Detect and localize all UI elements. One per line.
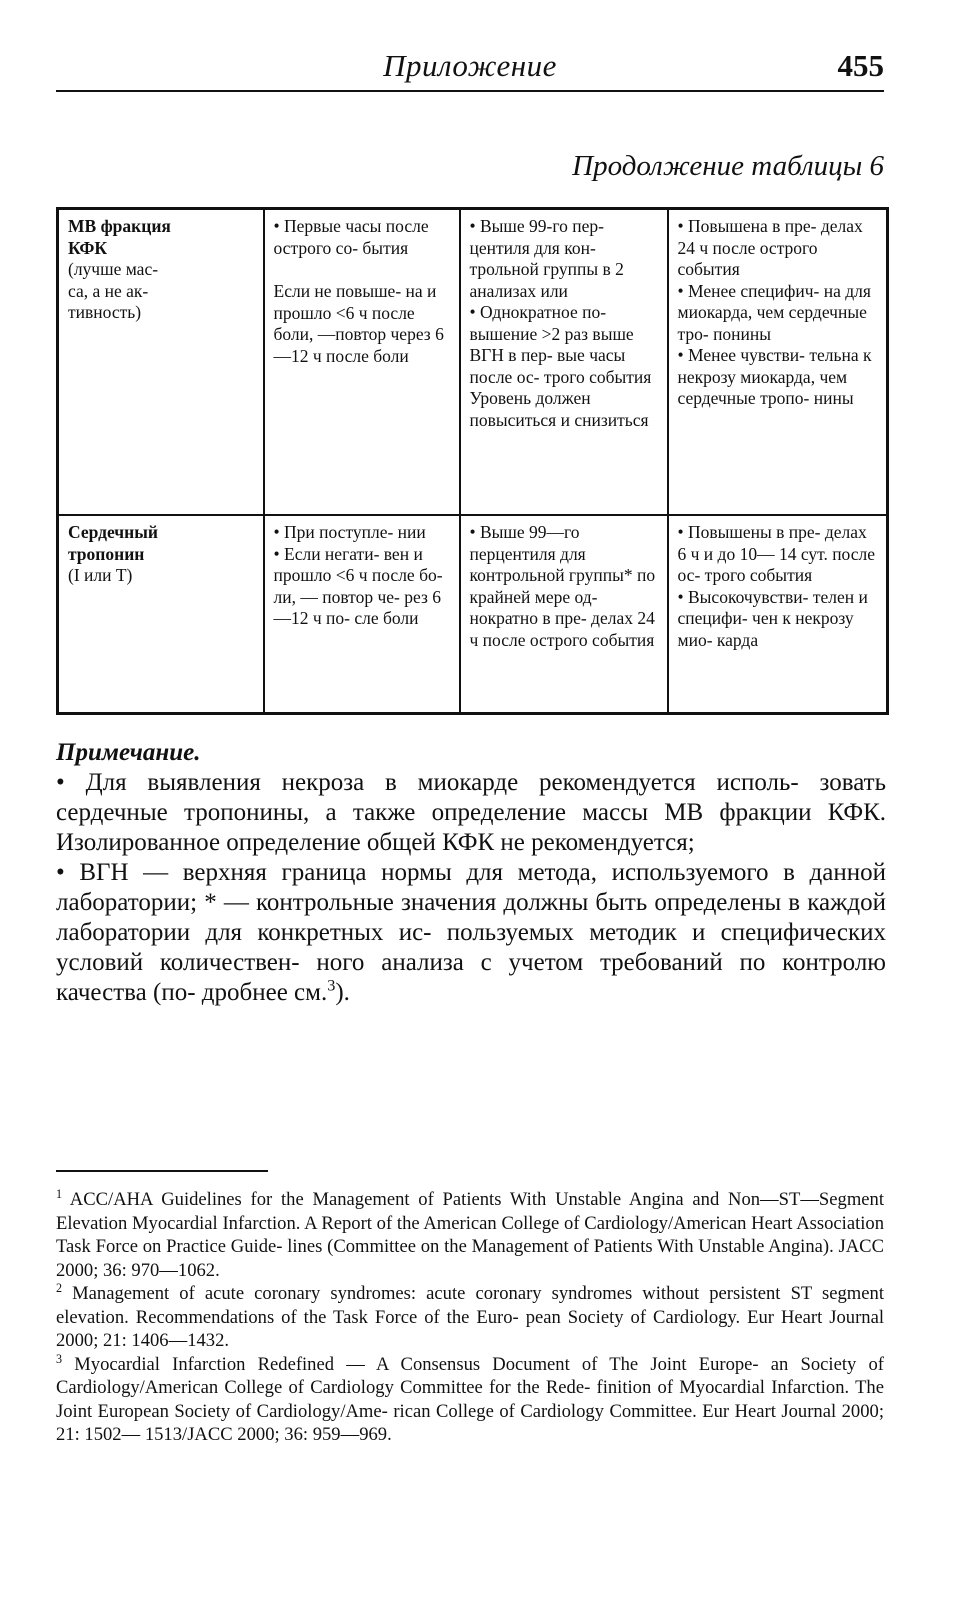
cell-item: • Выше 99-го пер- центиля для кон- трольной группы в 2 анализах или — [469, 216, 624, 301]
cell-sampling-time — [264, 515, 460, 714]
footnote-text: ACC/AHA Guidelines for the Management of Patients With Unstable Angina and Non—ST—Segment Elevation Myocardial Infarction. A Report of the American College of Cardiology/American Heart Association Task Force on Practice Guide- lines (Committee on the Management of Patients With Unstable Angina). JACC 2000; 36: 970—1062. — [56, 1189, 884, 1281]
row-header-bold-line: тропонин — [68, 543, 145, 564]
row-header-bold-line: КФК — [68, 237, 108, 258]
cell-item: • Если негати- вен и прошло <6 ч после бо- ли, — повтор че- рез 6—12 ч по- сле боли — [273, 543, 443, 628]
row-header-note-line: тивность) — [68, 302, 142, 322]
row-header-bold-line: MB фракция — [68, 216, 171, 236]
cell-item: • Менее специфич- на для миокарда, чем сердечные тро- понины — [677, 280, 871, 344]
cell-item: • Первые часы после острого со- бытия — [273, 216, 429, 258]
footnote-mark: 3 — [56, 1351, 63, 1366]
cell-item: • Повышены в пре- делах 6 ч и до 10— 14 сут. после ос- трого события — [677, 522, 876, 585]
footnote-item — [56, 1188, 884, 1282]
running-head — [56, 46, 884, 92]
cell-item: • Выше 99—го перцентиля для контрольной группы* по крайней мере од- нократно в пре- делах 24 ч после острого события — [469, 522, 656, 650]
table-caption: Продолжение таблицы 6 — [572, 150, 884, 182]
row-header-bold-line: Сердечный — [68, 522, 159, 542]
table-note — [56, 738, 886, 1008]
cell-item: • Однократное по- вышение >2 раз выше ВГН в пер- вые часы после ос- трого события — [469, 302, 652, 387]
footnote-text: Management of acute coronary syndromes: acute coronary syndromes without persistent ST segment elevation. Recommendations of the Task Force of the Euro- pean Society of Cardiology. Eur Heart Journal 2000; 21: 1406—1432. — [56, 1283, 884, 1351]
note-paragraph-with-ref — [56, 858, 886, 1008]
row-header-troponin — [58, 515, 264, 714]
row-header-note-line: (I или T) — [68, 565, 133, 585]
cell-item: • Менее чувстви- тельна к некрозу миокарда, чем сердечные тропо- нины — [677, 345, 872, 408]
footnote-divider — [56, 1170, 268, 1172]
running-title: Приложение — [383, 48, 557, 83]
cell-sampling-time — [264, 209, 460, 516]
cell-item: • При поступле- нии — [273, 522, 426, 542]
note-paragraph-text: • ВГН — верхняя граница нормы для метода, используемого в данной лаборатории; * — контрольные значения должны быть определены в каждой лаборатории для конкретных ис- пользуемых методик и специфических условий количествен- ного анализа с учетом требований по контролю качества (по- дробнее см. — [56, 859, 886, 1006]
cell-criteria — [460, 209, 668, 516]
cell-item: • Высокочувстви- телен и специфи- чен к некрозу мио- карда — [677, 586, 868, 650]
footnote-text: Myocardial Infarction Redefined — A Consensus Document of The Joint Europe- an Society of Cardiology/American College of Cardiology Committee for the Rede- finition of Myocardial Infarction. The Joint European Society of Cardiology/Ame- rican College of Cardiology Committee. Eur Heart Journal 2000; 21: 1502— 1513/JACC 2000; 36: 959—969. — [56, 1353, 884, 1445]
page-number: 455 — [837, 48, 884, 83]
cell-item: • Повышена в пре- делах 24 ч после острого события — [677, 216, 863, 279]
cell-item: Уровень должен повыситься и снизиться — [469, 388, 649, 430]
cell-comments — [668, 515, 888, 714]
table-row-troponin — [58, 515, 888, 714]
footnote-mark: 2 — [56, 1280, 63, 1295]
note-title: Примечание. — [56, 739, 201, 766]
footnote-item — [56, 1353, 884, 1447]
footnote-item — [56, 1282, 884, 1353]
footnotes — [56, 1188, 884, 1447]
cell-item: Если не повыше- на и прошло <6 ч после боли, —повтор через 6—12 ч после боли — [273, 281, 444, 366]
reference-mark: 3 — [327, 976, 336, 995]
cell-criteria — [460, 515, 668, 714]
note-paragraph-tail: ). — [335, 979, 350, 1006]
markers-table — [56, 207, 889, 715]
row-header-note-line: (лучше мас- — [68, 259, 159, 279]
note-paragraph: • Для выявления некроза в миокарде рекомендуется исполь- зовать сердечные тропонины, а также определение массы MB фракции КФК. Изолированное определение общей КФК не рекомендуется; — [56, 769, 886, 856]
row-header-mb-fraction — [58, 209, 264, 516]
table-row-mb-fraction — [58, 209, 888, 516]
row-header-note-line: са, а не ак- — [68, 280, 149, 301]
cell-comments — [668, 209, 888, 516]
footnote-mark: 1 — [56, 1186, 63, 1201]
